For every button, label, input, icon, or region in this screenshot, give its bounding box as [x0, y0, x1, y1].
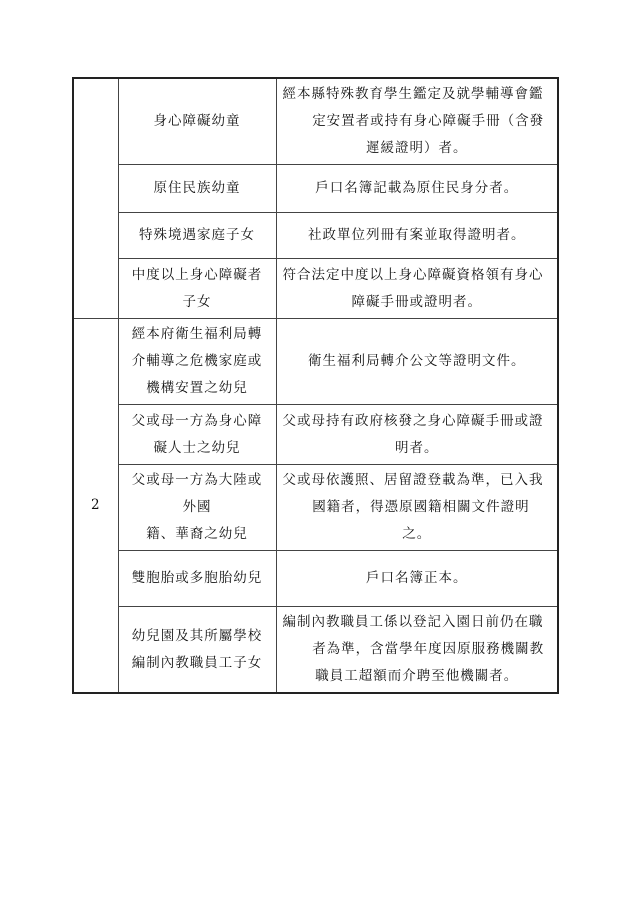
table-row — [73, 259, 558, 319]
description-text: 符合法定中度以上身心障礙資格領有身心 — [282, 266, 544, 283]
category-text: 經本府衛生福利局轉 — [131, 326, 263, 342]
description-cell — [276, 213, 558, 259]
description-cell — [276, 607, 558, 694]
description-cell — [276, 465, 558, 551]
category-text: 身心障礙幼童 — [153, 113, 241, 129]
category-text: 原住民族幼童 — [153, 180, 241, 196]
category-text: 幼兒園及其所屬學校 — [131, 627, 263, 644]
category-cell — [118, 259, 276, 319]
table-row — [73, 607, 558, 694]
category-text: 礙人士之幼兒 — [153, 439, 241, 456]
description-cell — [276, 78, 558, 165]
category-text: 介輔導之危機家庭或 — [131, 353, 263, 369]
description-text: 定安置者或持有身心障礙手冊（含發 — [312, 113, 545, 129]
description-text: 國籍者，得憑原國籍相關文件證明 — [312, 499, 530, 515]
table-row — [73, 405, 558, 465]
table-row — [73, 319, 558, 405]
category-text: 雙胞胎或多胞胎幼兒 — [131, 570, 263, 586]
description-cell — [276, 259, 558, 319]
description-text: 衛生福利局轉介公文等證明文件。 — [308, 353, 526, 369]
table-row — [73, 78, 558, 165]
description-text: 編制內教職員工係以登記入園日前仍在職 — [282, 614, 544, 630]
category-text: 特殊境遇家庭子女 — [139, 227, 255, 243]
description-text: 社政單位列冊有案並取得證明者。 — [308, 227, 526, 243]
category-text: 父或母一方為身心障 — [131, 412, 263, 429]
category-cell — [118, 607, 276, 694]
eligibility-table — [72, 77, 559, 694]
description-text: 者為準，含當學年度因原服務機關教 — [312, 641, 545, 657]
description-text: 戶口名簿記載為原住民身分者。 — [315, 180, 519, 196]
category-cell — [118, 405, 276, 465]
description-cell — [276, 319, 558, 405]
table-row — [73, 551, 558, 607]
category-text: 機構安置之幼兒 — [146, 380, 248, 396]
description-text: 父或母依護照、居留證登載為準，已入我 — [282, 472, 544, 488]
description-text: 經本縣特殊教育學生鑑定及就學輔導會鑑 — [282, 86, 544, 102]
category-text: 編制內教職員工子女 — [131, 654, 263, 671]
category-cell — [118, 319, 276, 405]
table-row — [73, 213, 558, 259]
group-number-cell — [73, 78, 118, 319]
table-row — [73, 165, 558, 213]
category-text: 外國 — [182, 499, 212, 515]
category-cell — [118, 213, 276, 259]
category-cell — [118, 165, 276, 213]
description-text: 職員工超額而介聘至他機關者。 — [315, 668, 519, 684]
category-text: 中度以上身心障礙者 — [131, 266, 263, 283]
category-cell — [118, 465, 276, 551]
category-text: 籍、華裔之幼兒 — [146, 526, 248, 542]
description-text: 之。 — [402, 526, 432, 542]
category-text: 父或母一方為大陸或 — [131, 472, 263, 488]
category-cell — [118, 78, 276, 165]
description-text: 障礙手冊或證明者。 — [351, 293, 482, 310]
description-text: 戶口名簿正本。 — [366, 570, 468, 586]
category-cell — [118, 551, 276, 607]
table-row — [73, 465, 558, 551]
description-cell — [276, 165, 558, 213]
description-cell — [276, 551, 558, 607]
description-cell — [276, 405, 558, 465]
group-number-cell — [73, 319, 118, 694]
description-text: 遲緩證明）者。 — [366, 140, 468, 156]
description-text: 父或母持有政府核發之身心障礙手冊或證 — [282, 412, 544, 429]
category-text: 子女 — [182, 293, 212, 310]
description-text: 明者。 — [395, 439, 439, 456]
group-number: 2 — [90, 497, 101, 513]
